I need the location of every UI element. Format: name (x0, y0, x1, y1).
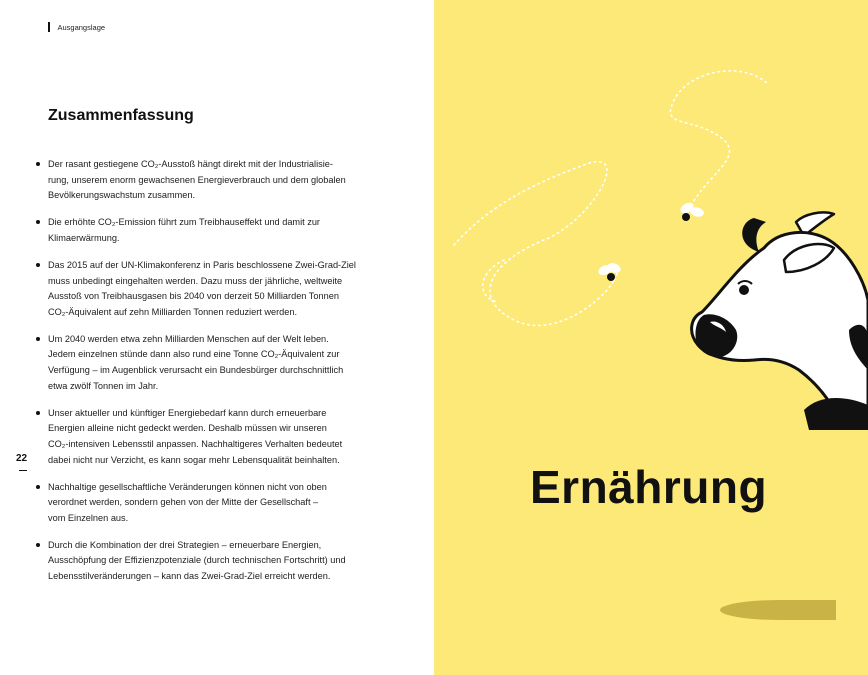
section-heading: Zusammenfassung (48, 107, 194, 124)
summary-list (36, 157, 388, 596)
list-item-text: Die erhöhte CO₂-Emission führt zum Treibhauseffekt und damit zur Klimaerwärmung. (48, 217, 320, 243)
page-number: 22 (16, 453, 28, 464)
list-item-text: Nachhaltige gesellschaftliche Veränderungen können nicht von oben verordnet werden, sondern gehen von der Mitte der Gesellschaft – vom Einzelnen aus. (48, 481, 327, 523)
list-item-text: Durch die Kombination der drei Strategien – erneuerbare Energien, Ausschöpfung der Effizienzpotenziale (durch technischen Fortschritt) und Lebensstilveränderungen – kann das Zwei-Grad-Ziel erreicht werden. (48, 539, 346, 582)
list-item (36, 157, 388, 204)
list-item-text: Der rasant gestiegene CO₂-Ausstoß hängt direkt mit der Industrialisie- rung, unserem enorm gewachsenen Energieverbrauch und dem globalen Bevölkerungswachstum zusammen. (48, 159, 346, 201)
illustration-shadow (720, 600, 836, 620)
right-page (434, 0, 868, 675)
list-item (36, 332, 388, 394)
list-item-text: Um 2040 werden etwa zehn Milliarden Menschen auf der Welt leben. Jedem einzelnen stünde dann also rund eine Tonne CO₂-Äquivalent zur Verfügung – im Augenblick verursacht ein Bundesbürger durchschnittlich etwa zwölf Tonnen im Jahr. (48, 333, 344, 391)
list-item (36, 258, 388, 320)
page-number-rule (19, 470, 27, 471)
running-head (48, 22, 105, 32)
fly-icon (597, 262, 625, 286)
list-item (36, 406, 388, 468)
chapter-title: Ernährung (530, 461, 768, 513)
cow-head-icon (684, 200, 868, 430)
running-head-label: Ausgangslage (57, 22, 106, 32)
list-item (36, 480, 388, 527)
list-item-text: Unser aktueller und künftiger Energiebedarf kann durch erneuerbare Energien alleine nicht gedeckt werden. Deshalb müssen wir unseren CO₂-intensiven Lebensstil anpassen. Nachhaltigeres Verhalten bedeutet dabei nicht nur Verzicht, es kann sogar mehr Lebensqualität beinhalten. (48, 407, 343, 465)
running-head-bar (48, 22, 50, 32)
list-item (36, 215, 388, 246)
list-item-text: Das 2015 auf der UN-Klimakonferenz in Paris beschlossene Zwei-Grad-Ziel muss unbedingt eingehalten werden. Dazu muss der jährliche, weltweite Ausstoß von Treibhausgasen bis 2040 von derzeit 50 Milliarden Tonnen CO₂-Äquivalent auf zehn Milliarden Tonnen reduziert werden. (48, 259, 356, 317)
list-item (36, 538, 388, 585)
